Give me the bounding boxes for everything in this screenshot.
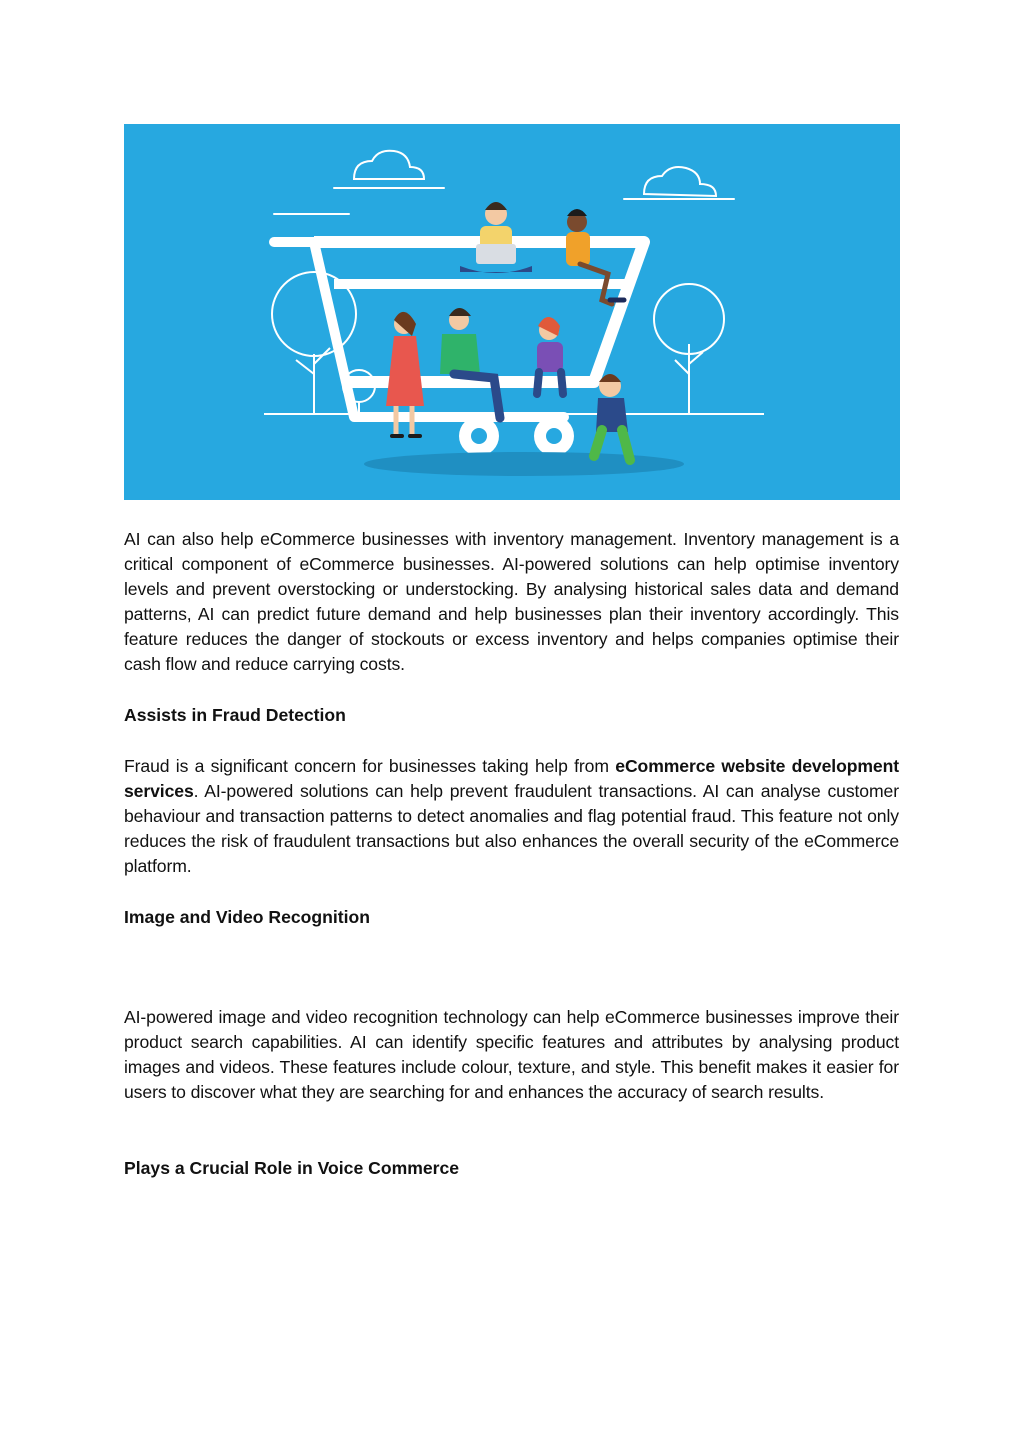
- cloud-icon: [274, 151, 444, 214]
- fraud-heading: Assists in Fraud Detection: [124, 705, 346, 725]
- tree-icon: [654, 284, 724, 414]
- cloud-icon: [624, 167, 734, 199]
- person-icon: [566, 209, 624, 304]
- person-icon: [594, 374, 630, 460]
- image-video-heading: Image and Video Recognition: [124, 907, 371, 927]
- hero-illustration: [124, 124, 900, 500]
- inventory-section: [124, 527, 899, 677]
- image-video-section: [124, 1005, 899, 1105]
- fraud-text-rest: . AI-powered solutions can help prevent fraudulent transactions. AI can analyse customer behaviour and transaction patterns to detect anomalies and flag potential fraud. This feature not only reduces the risk of fraudulent transactions but also enhances the overall security of the eCommerce platform.: [124, 781, 899, 876]
- inventory-paragraph: AI can also help eCommerce businesses with inventory management. Inventory management is a critical component of eCommerce businesses. AI-powered solutions can help optimise inventory levels and prevent overstocking or understocking. By analysing historical sales data and demand patterns, AI can predict future demand and help businesses plan their inventory accordingly. This feature reduces the danger of stockouts or excess inventory and helps companies optimise their cash flow and reduce carrying costs.: [124, 529, 899, 674]
- fraud-heading-block: [124, 703, 899, 728]
- image-video-heading-block: [124, 905, 899, 930]
- shopping-cart-illustration: [124, 124, 900, 500]
- voice-commerce-heading: Plays a Crucial Role in Voice Commerce: [124, 1158, 460, 1178]
- fraud-section: [124, 754, 899, 879]
- fraud-paragraph: [124, 754, 899, 879]
- ecommerce-services-link[interactable]: eCommerce website development services: [124, 756, 900, 801]
- fraud-text-intro: Fraud is a significant concern for businesses taking help from: [124, 756, 616, 776]
- voice-heading-block: [124, 1156, 899, 1181]
- person-icon: [440, 308, 500, 418]
- image-video-paragraph: AI-powered image and video recognition technology can help eCommerce businesses improve their product search capabilities. AI can identify specific features and attributes by analysing product images and videos. These features include colour, texture, and style. This benefit makes it easier for users to discover what they are searching for and enhances the accuracy of search results.: [124, 1007, 899, 1102]
